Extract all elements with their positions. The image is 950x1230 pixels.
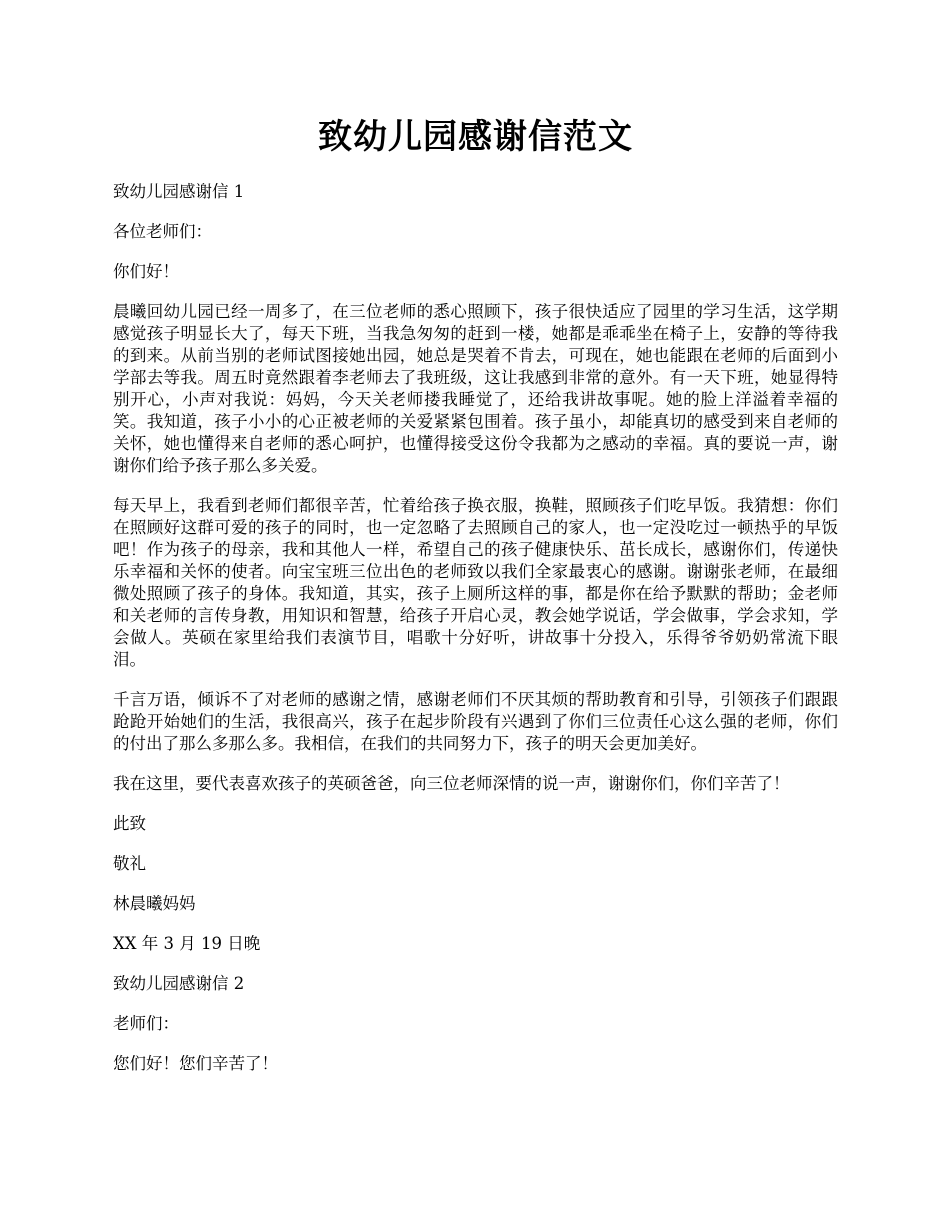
document-title: 致幼儿园感谢信范文 — [318, 117, 633, 157]
document-page — [113, 112, 838, 1093]
body-paragraph: 我在这里，要代表喜欢孩子的英硕爸爸，向三位老师深情的说一声，谢谢你们，你们辛苦了！ — [113, 774, 790, 793]
body-paragraph: 每天早上，我看到老师们都很辛苦，忙着给孩子换衣服，换鞋，照顾孩子们吃早饭。我猜想：你们在照顾好这群可爱的孩子的同时，也一定忽略了去照顾自己的家人，也一定没吃过一顿热乎的早饭吧！作为孩子的母亲，我和其他人一样，希望自己的孩子健康快乐、茁长成长，感谢你们，传递快乐幸福和关怀的使者。向宝宝班三位出色的老师致以我们全家最衷心的感谢。谢谢张老师，在最细微处照顾了孩子的身体。我知道，其实，孩子上厕所这样的事，都是你在给予默默的帮助；金老师和关老师的言传身教，用知识和智慧，给孩子开启心灵，教会她学说话，学会做事，学会求知，学会做人。英硕在家里给我们表演节目，唱歌十分好听，讲故事十分投入，乐得爷爷奶奶常流下眼泪。 — [113, 496, 838, 669]
letter-2-heading: 致幼儿园感谢信 2 — [113, 974, 245, 993]
body-paragraph: 晨曦回幼儿园已经一周多了，在三位老师的悉心照顾下，孩子很快适应了园里的学习生活，这学期感觉孩子明显长大了，每天下班，当我急匆匆的赶到一楼，她都是乖乖坐在椅子上，安静的等待我的到来。从前当别的老师试图接她出园，她总是哭着不肯去，可现在，她也能跟在老师的后面到小学部去等我。周五时竟然跟着李老师去了我班级，这让我感到非常的意外。有一天下班，她显得特别开心，小声对我说：妈妈，今天关老师搂我睡觉了，还给我讲故事呢。她的脸上洋溢着幸福的笑。我知道，孩子小小的心正被老师的关爱紧紧包围着。孩子虽小，却能真切的感受到来自老师的关怀，她也懂得来自老师的悉心呵护，也懂得接受这份令我都为之感动的幸福。真的要说一声，谢谢你们给予孩子那么多关爱。 — [113, 302, 838, 475]
letter-1-heading: 致幼儿园感谢信 1 — [113, 182, 245, 201]
salutation: 老师们： — [113, 1014, 179, 1033]
salutation: 各位老师们： — [113, 222, 212, 241]
body-paragraph: 千言万语，倾诉不了对老师的感谢之情，感谢老师们不厌其烦的帮助教育和引导，引领孩子们跟跟跄跄开始她们的生活，我很高兴，孩子在起步阶段有兴遇到了你们三位责任心这么强的老师，你们的付出了那么多那么多。我相信，在我们的共同努力下，孩子的明天会更加美好。 — [113, 690, 838, 753]
closing-line: 此致 — [113, 814, 146, 833]
closing-regards: 敬礼 — [113, 854, 146, 873]
greeting: 您们好！您们辛苦了！ — [113, 1054, 278, 1073]
signature: 林晨曦妈妈 — [113, 894, 196, 913]
date-line: XX 年 3 月 19 日晚 — [113, 934, 261, 953]
greeting: 你们好！ — [113, 262, 179, 281]
